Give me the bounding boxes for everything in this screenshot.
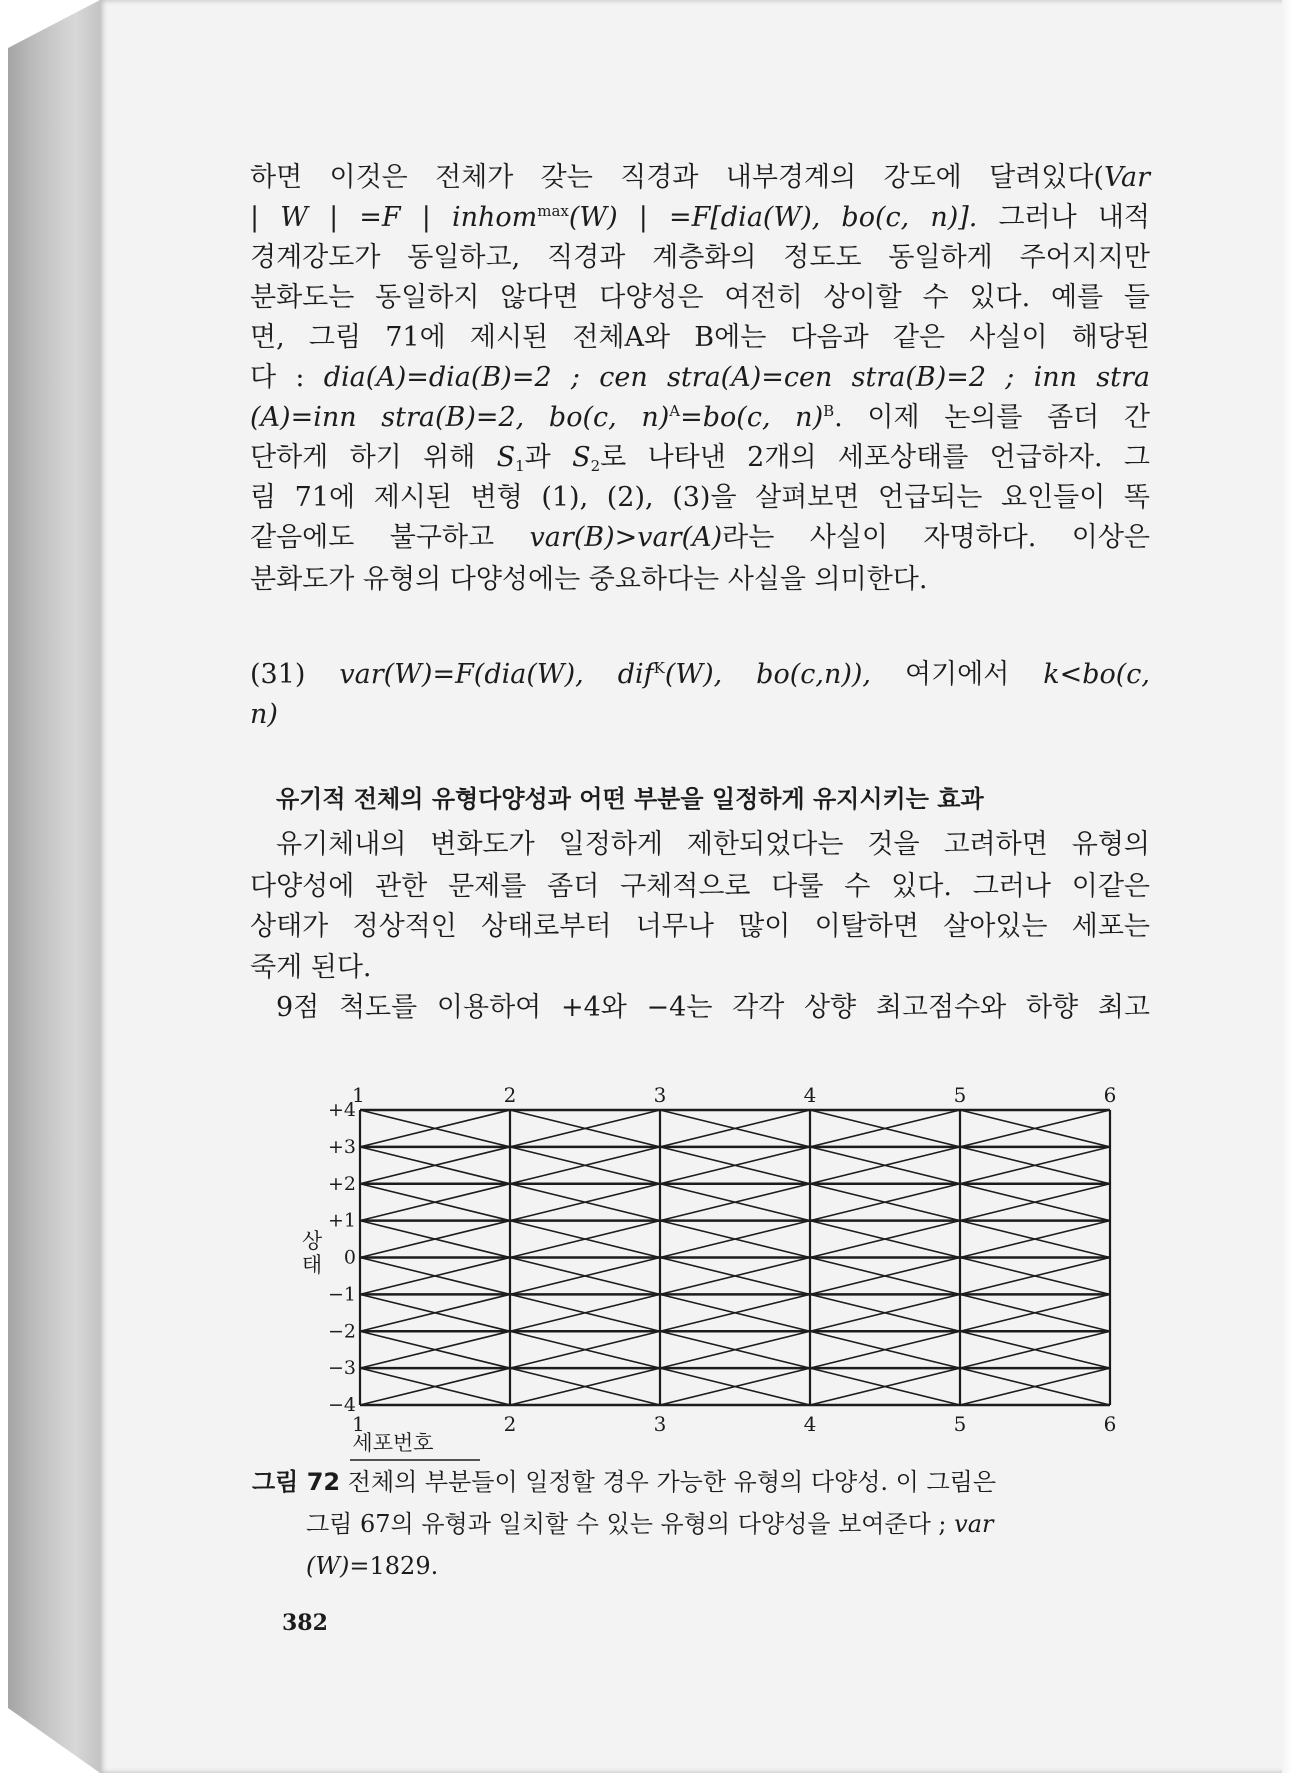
para2-line5: 9점 척도를 이용하여 +4와 −4는 각각 상향 최고점수와 하향 최고	[276, 992, 1150, 1023]
cell-number-top: 3	[653, 1083, 667, 1107]
cell-number-bottom: 2	[503, 1412, 517, 1436]
para1-line1: 하면 이것은 전체가 갖는 직경과 내부경계의 강도에 달려있다(Var	[250, 162, 1150, 193]
para1-line11: 분화도가 유형의 다양성에는 중요하다는 사실을 의미한다.	[250, 564, 928, 595]
cell-number-bottom: 1	[352, 1412, 365, 1436]
cell-number-top: 6	[1103, 1083, 1117, 1107]
state-label: −4	[327, 1394, 356, 1416]
para2-line4: 죽게 된다.	[250, 952, 372, 983]
state-label: 0	[343, 1246, 356, 1269]
figure-caption-line1: 그림 72 전체의 부분들이 일정할 경우 가능한 유형의 다양성. 이 그림은	[252, 1468, 997, 1496]
book-spine-edge	[0, 0, 100, 1773]
para1-line2: | W | =F | inhom$^{max}$(W) | =F[dia(W), bo(c, n)]. 그러나 내적	[250, 202, 1150, 233]
para1-line9: 림 71에 제시된 변형 (1), (2), (3)을 살펴보면 언급되는 요인들이 똑	[250, 482, 1150, 513]
x-axis-label: 세포번호	[352, 1431, 434, 1455]
state-label: +2	[327, 1172, 356, 1195]
cell-number-top: 1	[352, 1083, 365, 1107]
para1-line4: 분화도는 동일하지 않다면 다양성은 여전히 상이할 수 있다. 예를 들	[250, 282, 1150, 313]
state-label: −3	[327, 1357, 356, 1380]
page-number: 382	[282, 1610, 328, 1636]
figure-caption-line2: 그림 67의 유형과 일치할 수 있는 유형의 다양성을 보여준다 ; var	[306, 1510, 994, 1538]
para2-line3: 상태가 정상적인 상태로부터 너무나 많이 이탈하면 살아있는 세포는	[250, 911, 1150, 942]
para1-line6: 다 : dia(A)=dia(B)=2 ; cen stra(A)=cen stra(B)=2 ; inn stra	[250, 362, 1151, 393]
page-edge	[1282, 0, 1292, 1773]
y-axis-label-bottom: 태	[301, 1253, 323, 1277]
cell-number-top: 2	[503, 1083, 517, 1107]
para1-line8: 단하게 하기 위해 $S_1$과 $S_2$로 나타낸 2개의 세포상태를 언급하자. 그	[250, 442, 1150, 475]
para1-line7: (A)=inn stra(B)=2, bo(c, n)$^A$=bo(c, n)$^B$. 이제 논의를 좀더 간	[250, 402, 1150, 433]
state-label: +4	[327, 1099, 356, 1121]
equation-line1: (31) var(W)=F(dia(W), dif$^K$(W), bo(c,n)), 여기에서 k<bo(c,	[250, 659, 1150, 690]
cell-number-bottom: 5	[953, 1412, 967, 1436]
para1-line10: 같음에도 불구하고 var(B)>var(A)라는 사실이 자명하다. 이상은	[250, 522, 1150, 553]
state-label: +1	[327, 1209, 356, 1232]
state-label: −1	[327, 1283, 356, 1306]
figure-caption-line3: (W)=1829.	[306, 1552, 439, 1580]
figure-72-diagram	[280, 1070, 1120, 1470]
equation-line2: n)	[250, 699, 278, 730]
cell-number-top: 5	[953, 1083, 967, 1107]
y-axis-label-top: 상	[301, 1229, 323, 1253]
para1-line3: 경계강도가 동일하고, 직경과 계층화의 정도도 동일하게 주어지지만	[250, 242, 1150, 273]
para2-line1: 유기체내의 변화도가 일정하게 제한되었다는 것을 고려하면 유형의	[276, 829, 1150, 860]
cell-number-bottom: 4	[803, 1412, 817, 1436]
cell-number-bottom: 6	[1103, 1412, 1117, 1436]
state-label: −2	[327, 1320, 356, 1343]
state-label: +3	[327, 1135, 356, 1158]
cell-number-bottom: 3	[653, 1412, 667, 1436]
section-heading: 유기적 전체의 유형다양성과 어떤 부분을 일정하게 유지시키는 효과	[276, 785, 984, 813]
para1-line5: 면, 그림 71에 제시된 전체A와 B에는 다음과 같은 사실이 해당된	[250, 322, 1150, 353]
para2-line2: 다양성에 관한 문제를 좀더 구체적으로 다룰 수 있다. 그러나 이같은	[250, 871, 1150, 902]
cell-number-top: 4	[803, 1083, 817, 1107]
